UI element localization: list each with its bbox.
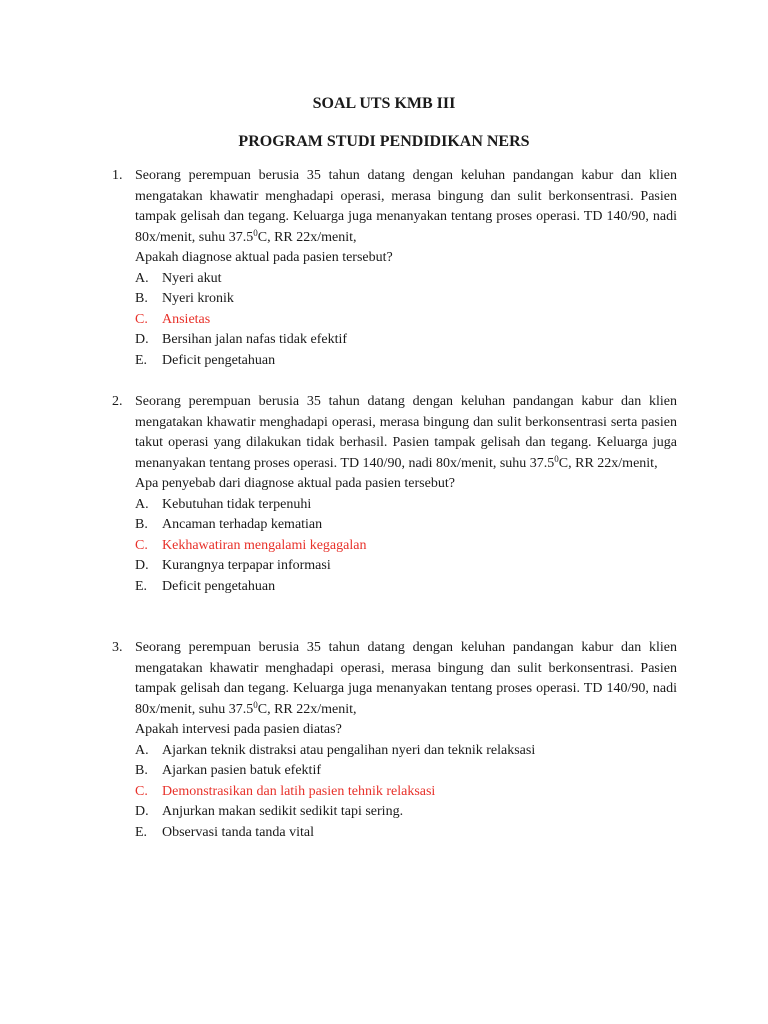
answer-options xyxy=(135,495,677,598)
degree-superscript: 0 xyxy=(554,453,559,464)
degree-superscript: 0 xyxy=(253,227,258,238)
option-d xyxy=(135,330,677,351)
question-1 xyxy=(110,166,680,371)
option-a xyxy=(135,269,677,290)
option-text: Observasi tanda tanda vital xyxy=(162,824,315,840)
option-a xyxy=(135,495,677,516)
degree-superscript: 0 xyxy=(253,699,258,710)
option-d xyxy=(135,556,677,577)
answer-options xyxy=(135,269,677,372)
option-b xyxy=(135,761,677,782)
option-text: Nyeri akut xyxy=(162,270,222,286)
document-subtitle: PROGRAM STUDI PENDIDIKAN NERS xyxy=(238,133,530,150)
option-text: Deficit pengetahuan xyxy=(162,352,276,368)
question-stem: Seorang perempuan berusia 35 tahun datang dengan keluhan pandangan kabur dan klien mengatakan khawatir menghadapi operasi, merasa bingung dan sulit berkonsentrasi serta pasien takut operasi yang dilakukan tidak berhasil. Pasien tampak gelisah dan tegang. Keluarga juga menanyakan tentang proses operasi. TD 140/90, nadi 80x/menit, suhu 37.5$^0$C, RR 22x/menit, xyxy=(135,394,677,471)
option-text: Kurangnya terpapar informasi xyxy=(162,558,331,573)
option-text: Bersihan jalan nafas tidak efektif xyxy=(162,332,348,347)
option-letter: D. xyxy=(135,332,149,347)
option-letter: E. xyxy=(135,352,148,368)
option-c-correct-answer xyxy=(135,782,677,803)
option-letter: A. xyxy=(135,496,149,512)
option-letter: C. xyxy=(135,537,148,553)
question-number: 1. xyxy=(112,168,123,183)
question-prompt: Apakah diagnose aktual pada pasien tersebut? xyxy=(135,250,393,265)
option-c-correct-answer xyxy=(135,536,677,557)
option-b xyxy=(135,515,677,536)
question-2 xyxy=(110,392,680,597)
option-c-correct-answer xyxy=(135,310,677,331)
option-e xyxy=(135,823,677,844)
option-letter: A. xyxy=(135,270,149,286)
option-text: Kekhawatiran mengalami kegagalan xyxy=(162,537,367,553)
answer-options xyxy=(135,741,677,844)
option-text: Nyeri kronik xyxy=(162,291,234,306)
document-title: SOAL UTS KMB III xyxy=(312,95,456,112)
option-letter: A. xyxy=(135,742,149,758)
question-3 xyxy=(110,638,680,843)
option-a xyxy=(135,741,677,762)
option-text: Ajarkan teknik distraksi atau pengalihan nyeri dan teknik relaksasi xyxy=(162,742,536,758)
question-prompt: Apakah intervesi pada pasien diatas? xyxy=(135,722,342,737)
option-letter: B. xyxy=(135,291,148,306)
option-letter: C. xyxy=(135,311,148,327)
question-number: 3. xyxy=(112,640,123,655)
option-letter: C. xyxy=(135,783,148,799)
option-letter: B. xyxy=(135,517,148,532)
question-stem: Seorang perempuan berusia 35 tahun datang dengan keluhan pandangan kabur dan klien mengatakan khawatir menghadapi operasi, merasa bingung dan sulit berkonsentrasi. Pasien tampak gelisah dan tegang. Keluarga juga menanyakan tentang proses operasi. TD 140/90, nadi 80x/menit, suhu 37.5$^0$C, RR 22x/menit, xyxy=(135,168,677,245)
option-text: Kebutuhan tidak terpenuhi xyxy=(162,496,312,512)
option-text: Anjurkan makan sedikit sedikit tapi sering. xyxy=(162,804,404,819)
option-letter: E. xyxy=(135,578,148,594)
option-e xyxy=(135,351,677,372)
option-letter: E. xyxy=(135,824,148,840)
option-d xyxy=(135,802,677,823)
question-number: 2. xyxy=(112,394,123,409)
option-e xyxy=(135,577,677,598)
option-letter: B. xyxy=(135,763,148,778)
option-letter: D. xyxy=(135,558,149,573)
option-text: Deficit pengetahuan xyxy=(162,578,276,594)
option-text: Ancaman terhadap kematian xyxy=(162,517,323,532)
option-text: Demonstrasikan dan latih pasien tehnik relaksasi xyxy=(162,783,436,799)
option-text: Ajarkan pasien batuk efektif xyxy=(162,763,321,778)
option-text: Ansietas xyxy=(162,311,211,327)
option-letter: D. xyxy=(135,804,149,819)
question-stem: Seorang perempuan berusia 35 tahun datang dengan keluhan pandangan kabur dan klien mengatakan khawatir menghadapi operasi, merasa bingung dan sulit berkonsentrasi. Pasien tampak gelisah dan tegang. Keluarga juga menanyakan tentang proses operasi. TD 140/90, nadi 80x/menit, suhu 37.5$^0$C, RR 22x/menit, xyxy=(135,640,677,717)
question-prompt: Apa penyebab dari diagnose aktual pada pasien tersebut? xyxy=(135,476,455,491)
option-b xyxy=(135,289,677,310)
